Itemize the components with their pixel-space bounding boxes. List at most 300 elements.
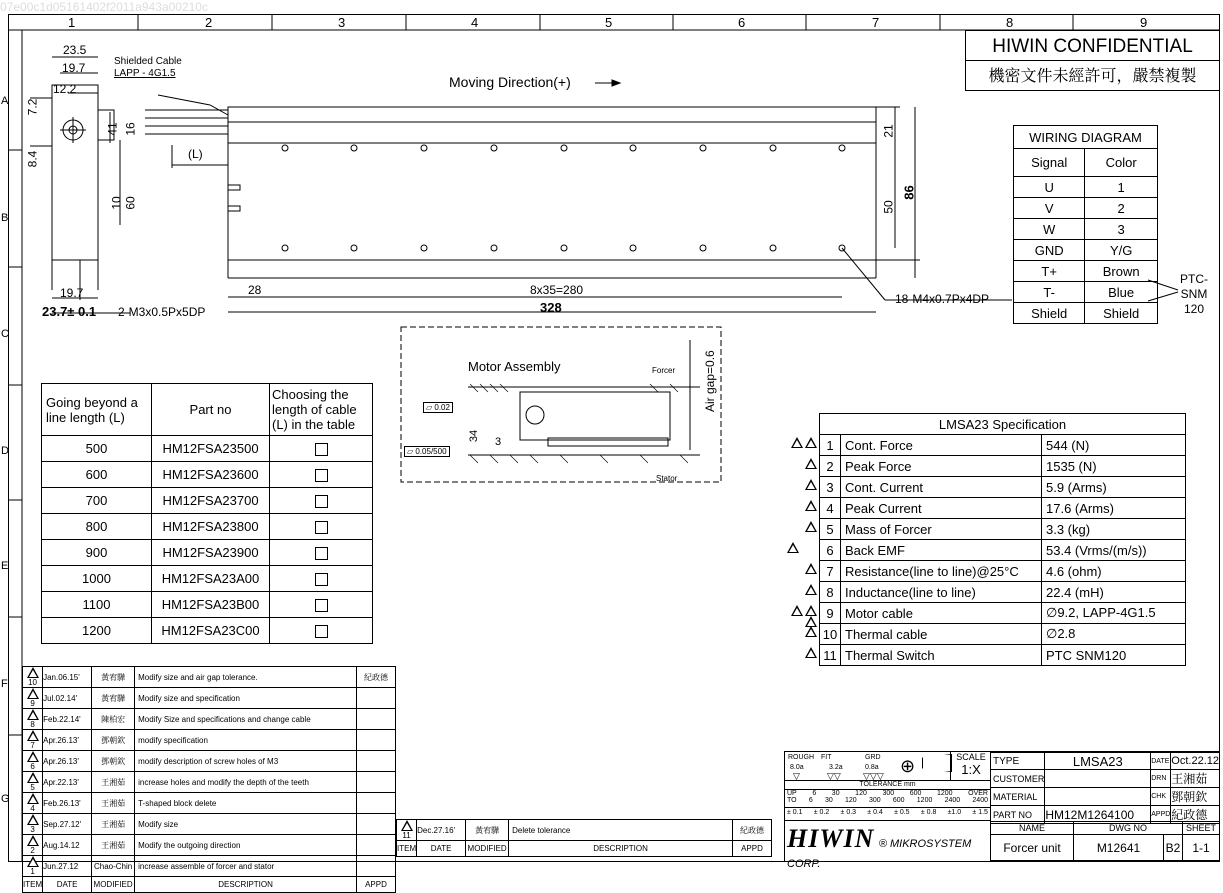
dim-23-5: 23.5 bbox=[63, 43, 87, 57]
revision-triangle-icon bbox=[27, 772, 39, 783]
motor-assembly-title: Motor Assembly bbox=[468, 359, 561, 374]
zone-col: 2 bbox=[205, 15, 213, 30]
spec-name: Cont. Current bbox=[841, 477, 1042, 498]
length-checkbox[interactable] bbox=[315, 599, 328, 612]
spec-index: 2 bbox=[820, 456, 841, 477]
revision-triangle-icon bbox=[27, 709, 39, 720]
wiring-signal: W bbox=[1014, 219, 1085, 240]
spec-table bbox=[819, 413, 1186, 666]
rev-appd: 紀政德 bbox=[357, 667, 396, 688]
wiring-header-signal: Signal bbox=[1014, 149, 1085, 177]
choose-cell bbox=[270, 540, 373, 566]
m4-hole-spec: 18-M4x0.7Px4DP bbox=[895, 292, 990, 306]
rev-item bbox=[23, 856, 43, 877]
rev-item bbox=[23, 814, 43, 835]
tol-up: OVER bbox=[968, 790, 988, 797]
rev-footer-appd: APPD bbox=[733, 841, 772, 857]
spec-index: 11 bbox=[820, 645, 841, 666]
length-cell: 1100 bbox=[42, 592, 152, 618]
partno-cell: HM12FSA23C00 bbox=[152, 618, 270, 644]
material-label: MATERIAL bbox=[991, 788, 1045, 806]
partno-cell: HM12FSA23800 bbox=[152, 514, 270, 540]
dim-60: 60 bbox=[123, 196, 138, 210]
rev-description: Modify Size and specifications and change cable bbox=[135, 709, 357, 730]
hiwin-logo bbox=[787, 824, 989, 870]
rev-modified: 王湘茹 bbox=[92, 814, 135, 835]
tolerance-values-row bbox=[785, 807, 990, 817]
dim-28: 28 bbox=[248, 283, 262, 297]
length-checkbox[interactable] bbox=[315, 495, 328, 508]
material-value bbox=[1045, 788, 1151, 806]
dim-12-2: 12.2 bbox=[53, 82, 77, 96]
rev-appd bbox=[357, 793, 396, 814]
wiring-color: Blue bbox=[1085, 282, 1158, 303]
rev-appd: 紀政德 bbox=[733, 820, 772, 841]
dim-21: 21 bbox=[881, 124, 896, 138]
rev-modified: 黃宥驊 bbox=[92, 688, 135, 709]
rev-description: Modify size and air gap tolerance. bbox=[135, 667, 357, 688]
rev-appd bbox=[357, 814, 396, 835]
rev-footer-item: ITEM bbox=[397, 841, 417, 857]
spec-value: 5.9 (Arms) bbox=[1042, 477, 1186, 498]
rev-footer-modified: MODIFIED bbox=[92, 877, 135, 893]
rev-appd bbox=[357, 835, 396, 856]
zone-col: 6 bbox=[738, 15, 746, 30]
revision-triangle-icon bbox=[27, 751, 39, 762]
tol-to: 30 bbox=[824, 797, 833, 804]
tolerance-up-row bbox=[785, 789, 990, 797]
zone-col: 1 bbox=[68, 15, 76, 30]
choose-cell bbox=[270, 618, 373, 644]
length-checkbox[interactable] bbox=[315, 547, 328, 560]
spec-name: Resistance(line to line)@25°C bbox=[841, 561, 1042, 582]
revision-triangle-icon bbox=[791, 605, 803, 616]
rev-date: Feb.22.14' bbox=[43, 709, 92, 730]
spec-index: 9 bbox=[820, 603, 841, 624]
rev-mark-row bbox=[780, 563, 818, 584]
rev-date: Jul.02.14' bbox=[43, 688, 92, 709]
rev-item bbox=[23, 772, 43, 793]
partno-cell: HM12FSA23A00 bbox=[152, 566, 270, 592]
partno-cell: HM12FSA23B00 bbox=[152, 592, 270, 618]
wiring-signal: V bbox=[1014, 198, 1085, 219]
rev-mark-row bbox=[780, 479, 818, 500]
tol-up: 600 bbox=[909, 790, 922, 797]
tol-val: ± 0.2 bbox=[813, 809, 830, 816]
rev-mark-row bbox=[780, 458, 818, 479]
zone-row: D bbox=[1, 445, 9, 457]
moving-direction-label: Moving Direction(+) bbox=[449, 74, 571, 90]
spec-name: Mass of Forcer bbox=[841, 519, 1042, 540]
length-cell: 500 bbox=[42, 436, 152, 462]
zone-row: F bbox=[1, 678, 8, 690]
spec-index: 6 bbox=[820, 540, 841, 561]
revision-triangle-icon bbox=[805, 500, 817, 511]
m3-hole-spec: 2-M3x0.5Px5DP bbox=[118, 305, 206, 319]
tol-to: 2400 bbox=[972, 797, 988, 804]
revision-triangle-icon bbox=[791, 437, 803, 448]
date-value: Oct.22.12 bbox=[1171, 753, 1220, 770]
spec-name: Peak Current bbox=[841, 498, 1042, 519]
revision-triangle-icon bbox=[787, 542, 799, 553]
tol-val: ±1.0 bbox=[947, 809, 962, 816]
confidential-box bbox=[965, 30, 1220, 91]
flatness-2: ▱ 0.05/500 bbox=[404, 446, 450, 457]
projection-symbol-icon: ⊕ bbox=[900, 756, 916, 776]
tol-up: 30 bbox=[831, 790, 840, 797]
zone-col: 7 bbox=[872, 15, 880, 30]
rev-modified: 王湘茹 bbox=[92, 793, 135, 814]
length-checkbox[interactable] bbox=[315, 573, 328, 586]
tol-up: UP bbox=[787, 790, 797, 797]
dim-328: 328 bbox=[540, 300, 562, 315]
length-header: Going beyond a line length (L) bbox=[42, 384, 152, 436]
spec-value: 4.6 (ohm) bbox=[1042, 561, 1186, 582]
spec-name: Peak Force bbox=[841, 456, 1042, 477]
dim-23-7: 23.7± 0.1 bbox=[42, 304, 97, 319]
choose-cell bbox=[270, 436, 373, 462]
revision-triangle-icon bbox=[27, 793, 39, 804]
logo-text: HIWIN bbox=[787, 824, 875, 853]
rev-mark-row bbox=[780, 500, 818, 521]
cable-length-table bbox=[41, 383, 373, 644]
tol-to: 6 bbox=[808, 797, 813, 804]
rev-mark-row bbox=[780, 437, 818, 458]
choose-cell bbox=[270, 514, 373, 540]
rev-item bbox=[23, 751, 43, 772]
size-value: B2 bbox=[1164, 835, 1183, 861]
revision-triangle-icon bbox=[805, 479, 817, 490]
tol-to: 1200 bbox=[916, 797, 933, 804]
spec-name: Back EMF bbox=[841, 540, 1042, 561]
revision-triangle-icon bbox=[27, 814, 39, 825]
drn-value: 王湘茹 bbox=[1171, 770, 1220, 788]
dim-16: 16 bbox=[123, 122, 138, 136]
partno-cell: HM12FSA23900 bbox=[152, 540, 270, 566]
length-checkbox[interactable] bbox=[315, 625, 328, 638]
rev-item bbox=[23, 793, 43, 814]
spec-index: 8 bbox=[820, 582, 841, 603]
rev-description: modify description of screw holes of M3 bbox=[135, 751, 357, 772]
spec-value: 1535 (N) bbox=[1042, 456, 1186, 477]
sheet-label: SHEET bbox=[1183, 822, 1220, 835]
rev-footer-modified: MODIFIED bbox=[466, 841, 509, 857]
document-code: 07e00c1d05161402f2011a943a00210c bbox=[0, 0, 208, 14]
tolerance-title: TOLERANCE mm bbox=[785, 780, 990, 788]
rev-date: Jan.06.15' bbox=[43, 667, 92, 688]
spec-value: 53.4 (Vrms/(m/s)) bbox=[1042, 540, 1186, 561]
name-dwg-grid bbox=[990, 821, 1220, 861]
dwg-label: DWG NO bbox=[1074, 822, 1183, 835]
rev-date: Jun.27.12 bbox=[43, 856, 92, 877]
wiring-color: Brown bbox=[1085, 261, 1158, 282]
rev-description: increase assemble of forcer and stator bbox=[135, 856, 357, 877]
rev-item bbox=[23, 709, 43, 730]
rev-mark-row bbox=[780, 542, 818, 563]
scale-value: 1:X bbox=[961, 762, 981, 777]
spec-value: PTC SNM120 bbox=[1042, 645, 1186, 666]
length-cell: 1200 bbox=[42, 618, 152, 644]
customer-label: CUSTOMER bbox=[991, 770, 1045, 788]
rev-item-number: 11 bbox=[402, 831, 411, 840]
dim-10: 10 bbox=[109, 196, 124, 210]
dim-86: 86 bbox=[901, 185, 917, 200]
tol-to: 2400 bbox=[944, 797, 961, 804]
spec-index: 10 bbox=[820, 624, 841, 645]
zone-row: B bbox=[1, 212, 9, 224]
tol-val: ± 0.1 bbox=[787, 809, 803, 816]
rev-description: Modify size bbox=[135, 814, 357, 835]
title-info-grid bbox=[990, 752, 1220, 824]
dim-3: 3 bbox=[495, 436, 502, 448]
dim-34: 34 bbox=[468, 429, 481, 443]
tol-to: 120 bbox=[845, 797, 857, 804]
rev-item-number: 8 bbox=[30, 720, 35, 729]
type-label: TYPE bbox=[991, 753, 1045, 770]
rev-mark-row bbox=[780, 647, 818, 668]
forcer-label: Forcer bbox=[652, 366, 676, 375]
roughness-3: 0.8a bbox=[865, 764, 879, 771]
rev-appd bbox=[357, 856, 396, 877]
roughness-2: 3.2a bbox=[829, 764, 843, 771]
spec-value: ∅9.2, LAPP-4G1.5 bbox=[1042, 603, 1186, 624]
rev-item bbox=[23, 667, 43, 688]
chk-label: CHK bbox=[1151, 788, 1171, 806]
zone-row: C bbox=[1, 328, 9, 340]
zone-col: 4 bbox=[471, 15, 479, 30]
rev-date: Sep.27.12' bbox=[43, 814, 92, 835]
confidential-title: HIWIN CONFIDENTIAL bbox=[992, 36, 1193, 57]
partno-label: PART NO bbox=[991, 806, 1045, 824]
revision-table-2 bbox=[396, 819, 772, 857]
dim-19-7-bottom: 19.7 bbox=[60, 286, 84, 300]
length-checkbox[interactable] bbox=[315, 469, 328, 482]
revision-triangle-icon bbox=[805, 605, 817, 616]
grd-label: GRD bbox=[865, 754, 881, 761]
rev-item bbox=[23, 835, 43, 856]
rev-item-number: 5 bbox=[30, 783, 35, 792]
length-checkbox[interactable] bbox=[315, 443, 328, 456]
spec-name: Inductance(line to line) bbox=[841, 582, 1042, 603]
confidential-subtitle: 機密文件未經許可，嚴禁複製 bbox=[966, 60, 1219, 86]
flatness-1-value: 0.02 bbox=[434, 403, 450, 412]
revision-triangle-icon bbox=[805, 563, 817, 574]
rev-mark-row bbox=[780, 521, 818, 542]
spec-value: 22.4 (mH) bbox=[1042, 582, 1186, 603]
rev-date: Aug.14.12 bbox=[43, 835, 92, 856]
ptc-label: PTC- SNM 120 bbox=[1180, 272, 1208, 316]
rev-date: Apr.26.13' bbox=[43, 751, 92, 772]
finish-triangle-icon: ▽▽▽ bbox=[863, 771, 884, 781]
tol-to: 300 bbox=[868, 797, 881, 804]
finish-triangle-icon: ▽▽ bbox=[827, 771, 841, 781]
revision-triangle-icon bbox=[805, 584, 817, 595]
tol-up: 6 bbox=[812, 790, 817, 797]
rev-mark-row bbox=[780, 584, 818, 605]
name-value: Forcer unit bbox=[991, 835, 1074, 861]
rev-description: Modify the outgoing direction bbox=[135, 835, 357, 856]
zone-row: G bbox=[1, 793, 10, 805]
revision-triangle-icon bbox=[401, 820, 413, 831]
tol-up: 120 bbox=[855, 790, 867, 797]
spec-value: 544 (N) bbox=[1042, 435, 1186, 456]
rough-label: ROUGH bbox=[788, 754, 815, 761]
wiring-color: 3 bbox=[1085, 219, 1158, 240]
name-label: NAME bbox=[991, 822, 1074, 835]
rev-description: Modify size and specification bbox=[135, 688, 357, 709]
spec-name: Thermal cable bbox=[841, 624, 1042, 645]
dim-50: 50 bbox=[881, 200, 896, 214]
rev-modified: 鄧朝欽 bbox=[92, 751, 135, 772]
sheet-value: 1-1 bbox=[1183, 835, 1220, 861]
partno-value: HM12M1264100 bbox=[1045, 806, 1151, 824]
rev-date: Dec.27.16' bbox=[417, 820, 466, 841]
flatness-2-value: 0.05/500 bbox=[415, 447, 447, 456]
partno-cell: HM12FSA23700 bbox=[152, 488, 270, 514]
scale-label: SCALE bbox=[956, 752, 986, 762]
rev-footer-item: ITEM bbox=[23, 877, 43, 893]
rev-item-number: 2 bbox=[30, 846, 35, 855]
rev-footer-description: DESCRIPTION bbox=[135, 877, 357, 893]
flatness-1: ▱ 0.02 bbox=[423, 402, 453, 413]
appd-label: APPD bbox=[1151, 806, 1171, 824]
tol-val: ± 0.5 bbox=[894, 809, 910, 816]
dwg-value: M12641 bbox=[1074, 835, 1164, 861]
date-label: DATE bbox=[1151, 753, 1171, 770]
rev-modified: 王湘茹 bbox=[92, 835, 135, 856]
zone-row: E bbox=[1, 560, 9, 572]
revision-triangle-icon bbox=[805, 458, 817, 469]
rev-appd bbox=[357, 772, 396, 793]
spec-name: Cont. Force bbox=[841, 435, 1042, 456]
rev-footer-appd: APPD bbox=[357, 877, 396, 893]
choose-cell bbox=[270, 488, 373, 514]
wiring-color: Shield bbox=[1085, 303, 1158, 324]
length-cell: 700 bbox=[42, 488, 152, 514]
wiring-signal: GND bbox=[1014, 240, 1085, 261]
tol-to: 600 bbox=[892, 797, 905, 804]
tol-val: ± 0.8 bbox=[920, 809, 937, 816]
rev-date: Apr.22.13' bbox=[43, 772, 92, 793]
revision-triangle-icon bbox=[27, 667, 39, 678]
revision-triangle-icon bbox=[805, 647, 817, 658]
dim-19-7-top: 19.7 bbox=[62, 61, 86, 75]
rev-appd bbox=[357, 688, 396, 709]
spec-value: 17.6 (Arms) bbox=[1042, 498, 1186, 519]
zone-col: 8 bbox=[1006, 15, 1014, 30]
spec-name: Motor cable bbox=[841, 603, 1042, 624]
tol-val: ± 1.5 bbox=[972, 809, 988, 816]
rev-footer-date: DATE bbox=[43, 877, 92, 893]
tol-val: ± 0.3 bbox=[840, 809, 857, 816]
rev-modified: 鄧朝欽 bbox=[92, 730, 135, 751]
rev-description: T-shaped block delete bbox=[135, 793, 357, 814]
wiring-color: 2 bbox=[1085, 198, 1158, 219]
rev-item-number: 7 bbox=[30, 741, 35, 750]
length-cell: 800 bbox=[42, 514, 152, 540]
rev-item-number: 10 bbox=[28, 678, 37, 687]
tol-to: TO bbox=[787, 797, 797, 804]
rev-item-number: 3 bbox=[30, 825, 35, 834]
dim-7-2: 7.2 bbox=[25, 98, 40, 116]
scale-cell bbox=[950, 752, 991, 780]
stator-label: Stator bbox=[656, 474, 678, 483]
spec-index: 3 bbox=[820, 477, 841, 498]
revision-table bbox=[22, 666, 396, 893]
cone-symbol-icon bbox=[922, 754, 952, 772]
rev-footer-description: DESCRIPTION bbox=[509, 841, 733, 857]
logo-divider bbox=[785, 820, 990, 821]
dim-8-4: 8.4 bbox=[25, 150, 40, 168]
partno-header: Part no bbox=[152, 384, 270, 436]
zone-col: 9 bbox=[1140, 15, 1148, 30]
rev-description: Delete tolerance bbox=[509, 820, 733, 841]
spec-index: 7 bbox=[820, 561, 841, 582]
revision-triangle-icon bbox=[27, 688, 39, 699]
drn-label: DRN bbox=[1151, 770, 1171, 788]
zone-col: 3 bbox=[338, 15, 346, 30]
rev-appd bbox=[357, 751, 396, 772]
wiring-title: WIRING DIAGRAM bbox=[1014, 126, 1158, 149]
zone-row: A bbox=[1, 95, 9, 107]
wiring-diagram-table bbox=[1013, 125, 1158, 324]
choose-cell bbox=[270, 566, 373, 592]
rev-modified: 黃宥驊 bbox=[466, 820, 509, 841]
spec-revision-marks bbox=[780, 437, 818, 668]
choose-header: Choosing the length of cable (L) in the table bbox=[270, 384, 373, 436]
rev-modified: 陳柏宏 bbox=[92, 709, 135, 730]
spec-value: 3.3 (kg) bbox=[1042, 519, 1186, 540]
spec-index: 1 bbox=[820, 435, 841, 456]
tol-up: 1200 bbox=[936, 790, 953, 797]
cable-spec-label: LAPP - 4G1.5 bbox=[114, 68, 176, 79]
length-checkbox[interactable] bbox=[315, 521, 328, 534]
cable-length-label: (L) bbox=[188, 147, 203, 161]
rev-footer-date: DATE bbox=[417, 841, 466, 857]
rev-description: increase holes and modify the depth of the teeth bbox=[135, 772, 357, 793]
spec-index: 5 bbox=[820, 519, 841, 540]
partno-cell: HM12FSA23600 bbox=[152, 462, 270, 488]
rev-item-number: 9 bbox=[30, 699, 35, 708]
revision-triangle-icon bbox=[27, 835, 39, 846]
revision-triangle-icon bbox=[805, 437, 817, 448]
rev-item bbox=[23, 730, 43, 751]
rev-mark-row bbox=[780, 605, 818, 626]
finish-triangle-icon: ▽ bbox=[793, 771, 800, 781]
zone-col: 5 bbox=[605, 15, 613, 30]
revision-triangle-icon bbox=[27, 730, 39, 741]
wiring-signal: T- bbox=[1014, 282, 1085, 303]
tol-up: 300 bbox=[882, 790, 895, 797]
rev-date: Apr.26.13' bbox=[43, 730, 92, 751]
dim-280: 8x35=280 bbox=[530, 283, 584, 297]
length-cell: 1000 bbox=[42, 566, 152, 592]
rev-item bbox=[397, 820, 417, 841]
choose-cell bbox=[270, 592, 373, 618]
dim-41: 41 bbox=[105, 122, 120, 136]
rev-item-number: 1 bbox=[30, 867, 35, 876]
choose-cell bbox=[270, 462, 373, 488]
fit-label: FIT bbox=[821, 754, 832, 761]
wiring-signal: Shield bbox=[1014, 303, 1085, 324]
rev-mark-row bbox=[780, 626, 818, 647]
spec-value: ∅2.8 bbox=[1042, 624, 1186, 645]
shielded-cable-label: Shielded Cable bbox=[114, 56, 182, 67]
logo-subtitle: ® MIKROSYSTEM CORP. bbox=[787, 838, 972, 870]
roughness-1: 8.0a bbox=[790, 764, 804, 771]
spec-title: LMSA23 Specification bbox=[820, 414, 1186, 435]
rev-item-number: 4 bbox=[30, 804, 35, 813]
